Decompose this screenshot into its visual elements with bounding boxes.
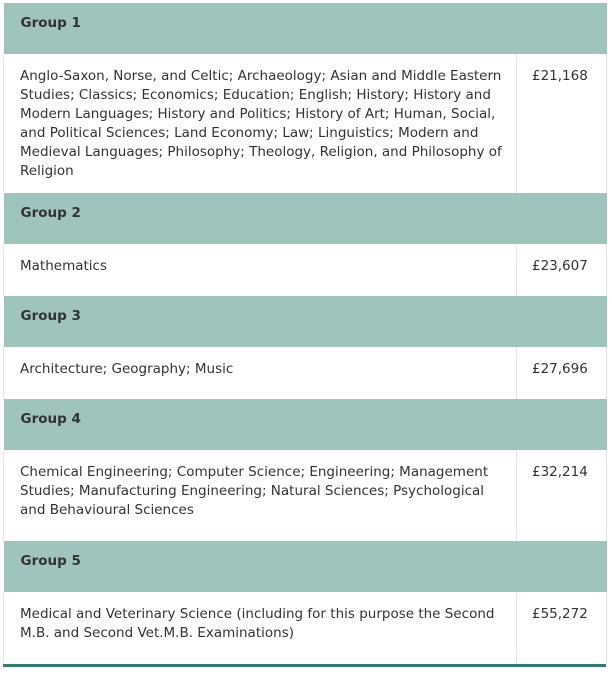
fee-cell: £21,168 [517, 54, 607, 193]
group-header-cell [4, 399, 607, 450]
group-header-cell [4, 296, 607, 347]
group-header-row [4, 193, 607, 244]
table-row [4, 54, 607, 193]
table-row [4, 592, 607, 664]
group-header-row [4, 399, 607, 450]
fee-cell: £32,214 [517, 450, 607, 541]
group-name: Group 2 [20, 204, 81, 221]
group-name: Group 1 [20, 14, 81, 31]
table-row [4, 244, 607, 296]
table-row [4, 450, 607, 541]
table-row [4, 347, 607, 399]
group-header-row [4, 3, 607, 54]
subjects-cell: Anglo-Saxon, Norse, and Celtic; Archaeology; Asian and Middle Eastern Studies; Classics; Economics; Education; English; History; History and Modern Languages; History and Politics; History of Art; Human, Social, and Political Sciences; Land Economy; Law; Linguistics; Modern and Medieval Languages; Philosophy; Theology, Religion, and Philosophy of Religion [4, 54, 517, 193]
subjects-cell: Chemical Engineering; Computer Science; Engineering; Management Studies; Manufacturing Engineering; Natural Sciences; Psychological and Behavioural Sciences [4, 450, 517, 541]
fee-table [3, 3, 607, 664]
group-header-cell [4, 3, 607, 54]
group-name: Group 5 [20, 552, 81, 569]
group-header-row [4, 541, 607, 592]
fee-cell: £23,607 [517, 244, 607, 296]
subjects-cell: Mathematics [4, 244, 517, 296]
subjects-cell: Architecture; Geography; Music [4, 347, 517, 399]
fee-table-container [3, 3, 606, 667]
fee-cell: £27,696 [517, 347, 607, 399]
group-header-cell [4, 541, 607, 592]
group-name: Group 3 [20, 307, 81, 324]
group-header-row [4, 296, 607, 347]
subjects-cell: Medical and Veterinary Science (including for this purpose the Second M.B. and Second Vet.M.B. Examinations) [4, 592, 517, 664]
group-name: Group 4 [20, 410, 81, 427]
fee-cell: £55,272 [517, 592, 607, 664]
group-header-cell [4, 193, 607, 244]
